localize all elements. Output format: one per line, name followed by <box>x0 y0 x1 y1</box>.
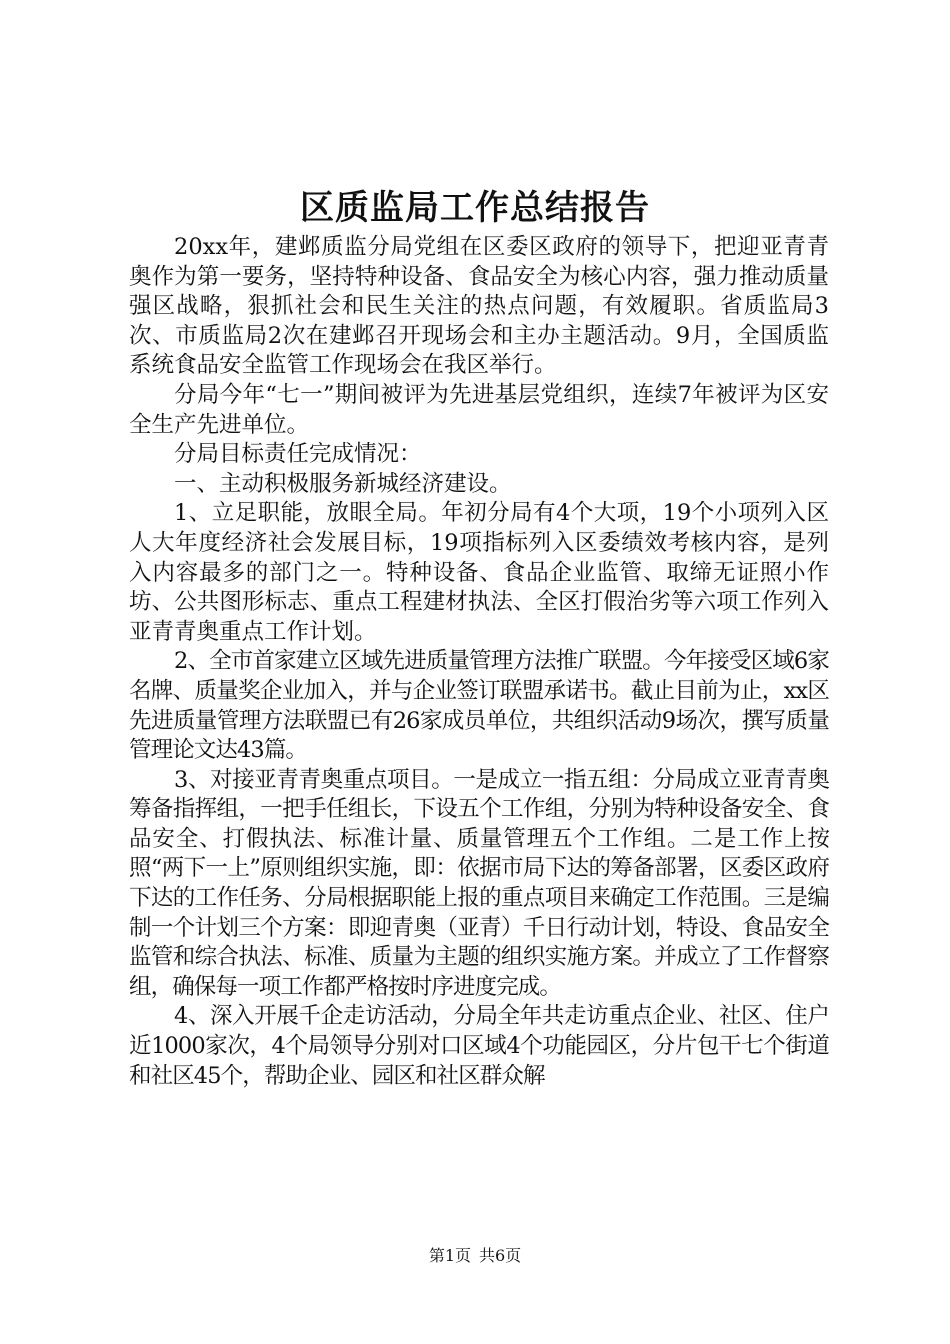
page-footer <box>0 1246 950 1266</box>
paragraph-goals-heading: 分局目标责任完成情况： <box>174 441 422 468</box>
paragraph-item-1: 1、立足职能，放眼全局。年初分局有4个大项，19个小项列入区人大年度经济社会发展目标，19项指标列入区委绩效考核内容，是列入内容最多的部门之一。特种设备、食品企业监管、取缔无证照小作坊、公共图形标志、重点工程建材执法、全区打假治劣等六项工作列入亚青青奥重点工作计划。 <box>129 500 829 645</box>
page-number-current: 第1页 <box>428 1246 471 1265</box>
document-title: 区质监局工作总结报告 <box>300 188 650 228</box>
paragraph-item-3: 3、对接亚青青奥重点项目。一是成立一指五组：分局成立亚青青奥筹备指挥组，一把手任组长，下设五个工作组，分别为特种设备安全、食品安全、打假执法、标准计量、质量管理五个工作组。二是工作上按照“两下一上”原则组织实施，即：依据市局下达的筹备部署，区委区政府下达的工作任务、分局根据职能上报的重点项目来确定工作范围。三是编制一个计划三个方案：即迎青奥（亚青）千日行动计划，特设、食品安全监管和综合执法、标准、质量为主题的组织实施方案。并成立了工作督察组，确保每一项工作都严格按时序进度完成。 <box>129 766 829 1000</box>
page-number-total: 共6页 <box>479 1246 522 1265</box>
paragraph-item-2: 2、全市首家建立区域先进质量管理方法推广联盟。今年接受区域6家名牌、质量奖企业加入，并与企业签订联盟承诺书。截止目前为止，xx区先进质量管理方法联盟已有26家成员单位，共组织活动9场次，撰写质量管理论文达43篇。 <box>129 648 829 764</box>
section-heading-1: 一、主动积极服务新城经济建设。 <box>174 470 512 497</box>
paragraph-item-4: 4、深入开展千企走访活动，分局全年共走访重点企业、社区、住户近1000家次，4个局领导分别对口区域4个功能园区，分片包干七个街道和社区45个，帮助企业、园区和社区群众解 <box>129 1003 829 1089</box>
document-body <box>129 233 829 1091</box>
paragraph-intro: 20xx年，建邺质监分局党组在区委区政府的领导下，把迎亚青青奥作为第一要务，坚持特种设备、食品安全为核心内容，强力推动质量强区战略，狠抓社会和民生关注的热点问题，有效履职。省质监局3次、市质监局2次在建邺召开现场会和主办主题活动。9月，全国质监系统食品安全监管工作现场会在我区举行。 <box>129 234 829 379</box>
paragraph-honors: 分局今年“七一”期间被评为先进基层党组织，连续7年被评为区安全生产先进单位。 <box>129 381 829 438</box>
